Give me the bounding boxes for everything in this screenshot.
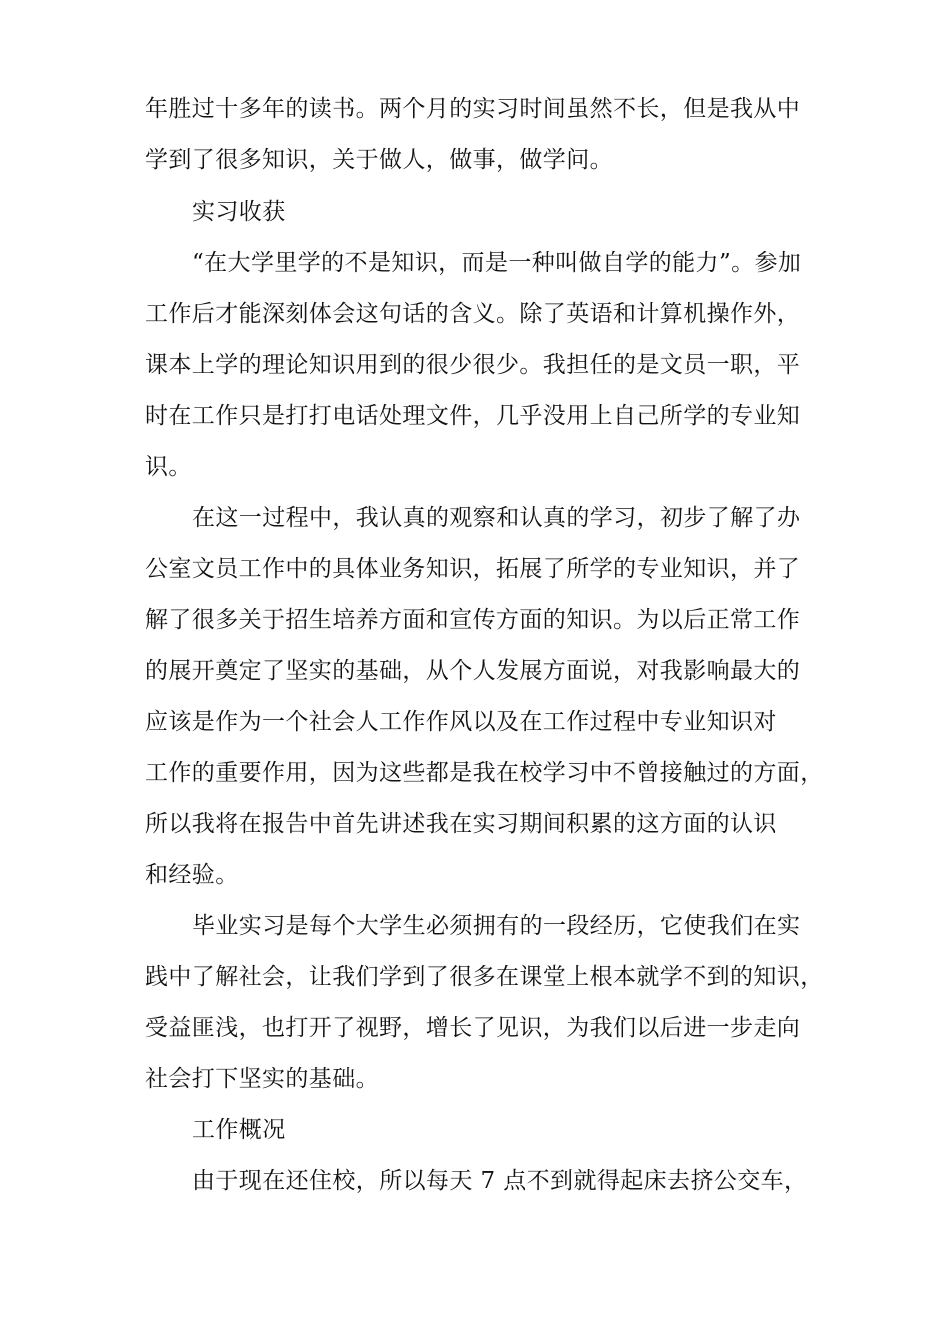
text-line: 社会打下坚实的基础。 — [145, 1066, 379, 1092]
text-line: 的展开奠定了坚实的基础，从个人发展方面说，对我影响最大的 — [145, 658, 801, 684]
text-line: 毕业实习是每个大学生必须拥有的一段经历，它使我们在实 — [192, 913, 801, 939]
text-line: 学到了很多知识，关于做人，做事，做学问。 — [145, 147, 613, 173]
text-line: 课本上学的理论知识用到的很少很少。我担任的是文员一职，平 — [145, 352, 801, 378]
text-line: 时在工作只是打打电话处理文件，几乎没用上自己所学的专业知 — [145, 403, 801, 429]
text-line: 由于现在还住校，所以每天 7 点不到就得起床去挤公交车， — [192, 1168, 808, 1194]
text-line: 识。 — [145, 454, 192, 480]
text-line: 年胜过十多年的读书。两个月的实习时间虽然不长，但是我从中 — [145, 96, 801, 122]
text-line: 应该是作为一个社会人工作作风以及在工作过程中专业知识对 — [145, 709, 777, 735]
text-line: 所以我将在报告中首先讲述我在实习期间积累的这方面的认识 — [145, 811, 777, 837]
text-line: “在大学里学的不是知识，而是一种叫做自学的能力”。参加 — [192, 250, 802, 276]
text-line: 在这一过程中，我认真的观察和认真的学习，初步了解了办 — [192, 505, 801, 531]
text-line: 工作后才能深刻体会这句话的含义。除了英语和计算机操作外， — [145, 301, 801, 327]
text-line: 公室文员工作中的具体业务知识，拓展了所学的专业知识，并了 — [145, 556, 801, 582]
text-line: 践中了解社会，让我们学到了很多在课堂上根本就学不到的知识， — [145, 964, 824, 990]
text-line: 和经验。 — [145, 862, 239, 888]
section-heading: 工作概况 — [192, 1117, 286, 1143]
text-line: 工作的重要作用，因为这些都是我在校学习中不曾接触过的方面， — [145, 760, 824, 786]
section-heading: 实习收获 — [192, 199, 286, 225]
text-line: 受益匪浅，也打开了视野，增长了见识，为我们以后进一步走向 — [145, 1015, 801, 1041]
text-line: 解了很多关于招生培养方面和宣传方面的知识。为以后正常工作 — [145, 607, 801, 633]
